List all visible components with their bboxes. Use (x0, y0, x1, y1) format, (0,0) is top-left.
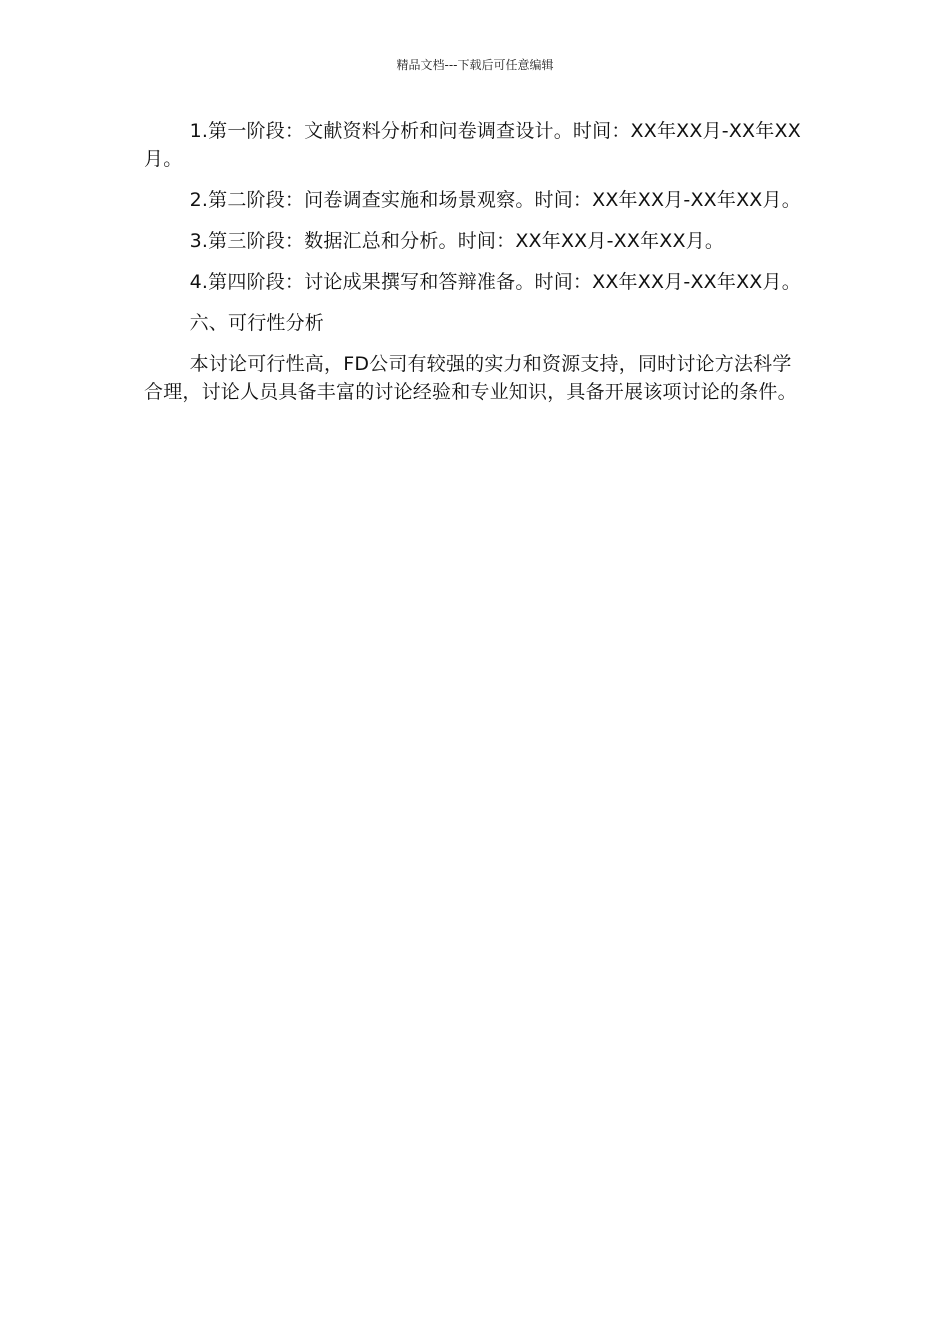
phase-3-paragraph: 3.第三阶段：数据汇总和分析。时间：XX年XX月-XX年XX月。 (189, 230, 725, 252)
feasibility-paragraph: 本讨论可行性高，FD公司有较强的实力和资源支持，同时讨论方法科学合理，讨论人员具备丰富的讨论经验和专业知识，具备开展该项讨论的条件。 (144, 353, 797, 403)
phase-2-paragraph: 2.第二阶段：问卷调查实施和场景观察。时间：XX年XX月-XX年XX月。 (189, 189, 801, 211)
document-body (144, 117, 806, 419)
phase-1-paragraph: 1.第一阶段：文献资料分析和问卷调查设计。时间：XX年XX月-XX年XX月。 (144, 120, 801, 170)
page-header: 精品文档---下载后可任意编辑 (396, 58, 554, 72)
section-heading-feasibility: 六、可行性分析 (189, 312, 324, 334)
phase-4-paragraph: 4.第四阶段：讨论成果撰写和答辩准备。时间：XX年XX月-XX年XX月。 (189, 271, 801, 293)
